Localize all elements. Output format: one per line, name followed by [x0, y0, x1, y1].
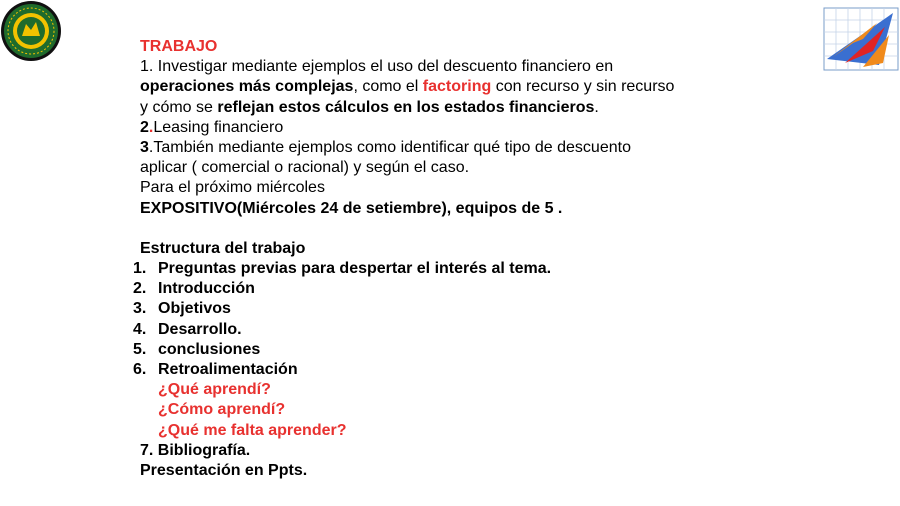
structure-item: 5. conclusiones — [133, 340, 261, 358]
item1-line2: operaciones más complejas, como el factoring con recurso y sin recurso — [140, 78, 675, 96]
faculty-logo — [823, 7, 899, 71]
expositivo-note: EXPOSITIVO(Miércoles 24 de setiembre), equipos de 5 . — [140, 199, 563, 217]
structure-item: 2. Introducción — [133, 280, 255, 298]
structure-item: 6. Retroalimentación — [133, 361, 298, 378]
item2: 2.Leasing financiero — [140, 118, 284, 136]
university-seal-logo — [0, 0, 62, 62]
structure-heading: Estructura del trabajo — [140, 239, 306, 257]
feedback-question: ¿Qué me falta aprender? — [158, 421, 347, 439]
assignment-text — [133, 37, 780, 481]
presentation-note: Presentación en Ppts. — [140, 461, 308, 479]
feedback-question: ¿Cómo aprendí? — [158, 401, 286, 419]
structure-item: 1. Preguntas previas para despertar el interés al tema. — [133, 260, 552, 278]
feedback-question: ¿Qué aprendí? — [158, 381, 271, 399]
item3-line2: aplicar ( comercial o racional) y según el caso. — [140, 159, 470, 177]
item3-line1: 3.También mediante ejemplos como identificar qué tipo de descuento — [140, 138, 631, 156]
item1-line3: y cómo se reflejan estos cálculos en los estados financieros. — [140, 98, 599, 116]
next-date-note: Para el próximo miércoles — [140, 179, 325, 197]
bibliography-item: 7. Bibliografía. — [140, 441, 251, 459]
factoring-highlight: factoring — [422, 78, 492, 96]
structure-item: 3. Objetivos — [133, 300, 231, 318]
item1-line1: 1. Investigar mediante ejemplos el uso del descuento financiero en — [140, 58, 614, 76]
title: TRABAJO — [140, 38, 218, 55]
structure-item: 4. Desarrollo. — [133, 320, 242, 338]
